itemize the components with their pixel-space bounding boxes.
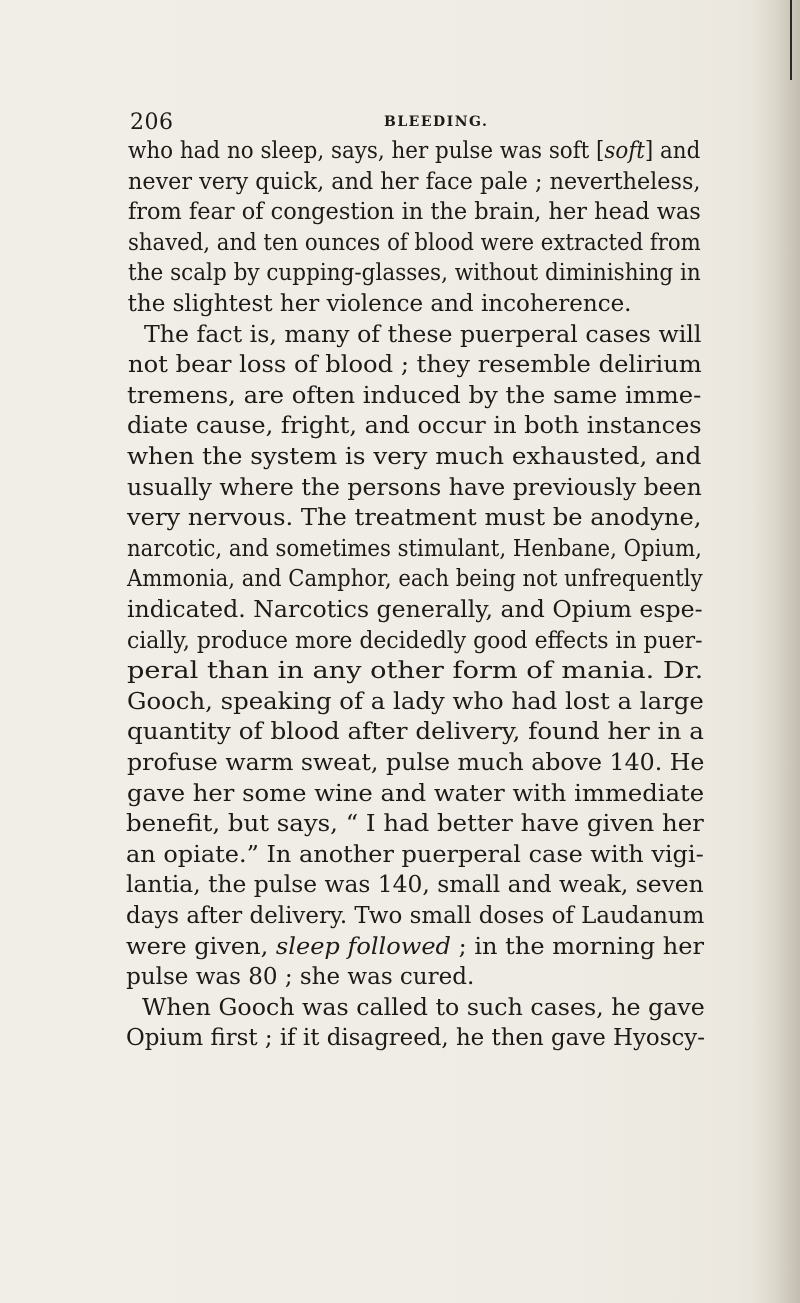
text-line: from fear of congestion in the brain, her head was [127, 199, 701, 226]
text-line: benefit, but says, “ I had better have given her [126, 811, 705, 838]
text-line: pulse was 80 ; she was cured. [126, 964, 475, 991]
text-line: peral than in any other form of mania. Dr. [126, 658, 704, 685]
text-line: days after delivery. Two small doses of Laudanum [126, 903, 705, 929]
text-line: narcotic, and sometimes stimulant, Henbane, Opium, [127, 535, 703, 562]
text-line: cially, produce more decidedly good effects in puer- [126, 627, 703, 654]
text-line: were given, sleep followed ; in the morning her [126, 933, 705, 960]
text-line: profuse warm sweat, pulse much above 140. He [126, 750, 704, 776]
text-line: the scalp by cupping-glasses, without diminishing in [127, 260, 701, 287]
text-line: who had no sleep, says, her pulse was soft [soft] and [128, 138, 701, 164]
text-line: tremens, are often induced by the same imme- [127, 382, 702, 409]
text-line: gave her some wine and water with immediate [126, 780, 704, 807]
text-line: never very quick, and her face pale ; nevertheless, [127, 168, 701, 195]
text-line: very nervous. The treatment must be anodyne, [127, 505, 702, 532]
binding-edge-mark [790, 0, 792, 80]
text-line: usually where the persons have previously been [127, 474, 702, 501]
text-line: The fact is, many of these puerperal cases will [143, 321, 701, 348]
text-line: an opiate.” In another puerperal case with vigi- [126, 841, 705, 868]
text-line: Gooch, speaking of a lady who had lost a large [126, 688, 704, 715]
text-line: When Gooch was called to such cases, he gave [142, 994, 705, 1021]
text-line: quantity of blood after delivery, found her in a [126, 719, 704, 746]
text-line: lantia, the pulse was 140, small and weak, seven [126, 872, 704, 899]
text-line: indicated. Narcotics generally, and Opium espe- [126, 597, 703, 623]
text-line: Opium first ; if it disagreed, he then gave Hyoscy- [125, 1025, 705, 1052]
text-line: not bear loss of blood ; they resemble delirium [127, 352, 702, 379]
text-line: shaved, and ten ounces of blood were extracted from [127, 229, 701, 256]
text-line: the slightest her violence and incoherence. [127, 291, 632, 317]
text-line: diate cause, fright, and occur in both instances [127, 413, 702, 440]
page-number: 206 [130, 110, 174, 135]
running-head: BLEEDING. [384, 114, 489, 130]
body-text [0, 136, 800, 1286]
text-line: when the system is very much exhausted, and [127, 444, 702, 470]
text-line: Ammonia, and Camphor, each being not unfrequently [127, 566, 703, 593]
